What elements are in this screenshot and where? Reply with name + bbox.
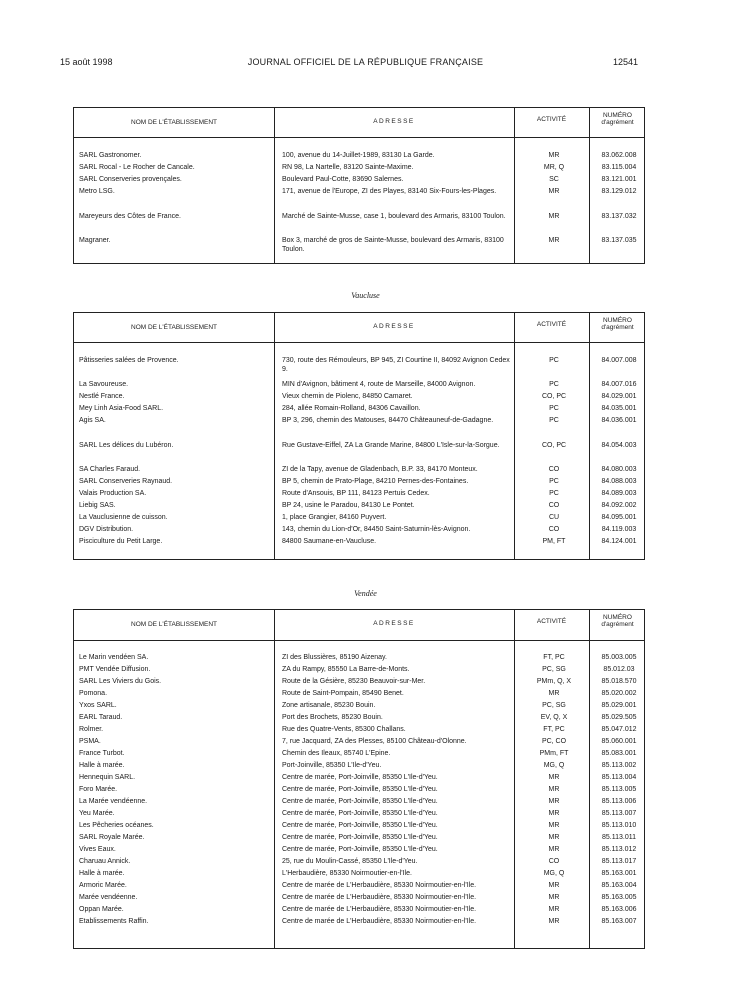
establishment-name: Yeu Marée. xyxy=(79,810,115,817)
establishment-name: Halle à marée. xyxy=(79,762,125,769)
table-header xyxy=(74,313,644,343)
establishment-address: BP 3, 296, chemin des Matouses, 84470 Châteauneuf-de-Gadagne. xyxy=(282,417,494,424)
establishment-address: ZI de la Tapy, avenue de Gladenbach, B.P. 33, 84170 Monteux. xyxy=(282,466,478,473)
approval-number: 84.036.001 xyxy=(601,417,637,424)
establishment-activity: PC, SG xyxy=(542,666,566,673)
column-header-number xyxy=(589,112,646,126)
establishment-activity: PC xyxy=(549,478,559,485)
establishment-address: 84800 Saumane-en-Vaucluse. xyxy=(282,538,377,545)
establishment-activity: MG, Q xyxy=(543,762,565,769)
approval-number: 84.088.003 xyxy=(601,478,637,485)
establishment-name: La Marée vendéenne. xyxy=(79,798,148,805)
region-heading: Vaucluse xyxy=(351,291,380,300)
establishment-activity: EV, Q, X xyxy=(540,714,568,721)
establishment-name: Mareyeurs des Côtes de France. xyxy=(79,213,181,220)
establishment-address: 100, avenue du 14-Juillet-1989, 83130 La Garde. xyxy=(282,152,435,159)
establishment-activity: MR, Q xyxy=(543,164,565,171)
page-header-title: JOURNAL OFFICIEL DE LA RÉPUBLIQUE FRANÇAISE xyxy=(247,57,484,67)
column-header-address: ADRESSE xyxy=(373,620,415,627)
establishment-activity: PC xyxy=(549,405,559,412)
establishment-address: 284, allée Romain-Rolland, 84306 Cavaillon. xyxy=(282,405,421,412)
establishment-activity: CO xyxy=(548,526,560,533)
approval-number: 85.003.005 xyxy=(601,654,637,661)
establishment-activity: MR xyxy=(548,846,560,853)
approval-number: 85.113.011 xyxy=(602,834,636,841)
establishment-activity: FT, PC xyxy=(543,654,565,661)
column-header-name: NOM DE L'ÉTABLISSEMENT xyxy=(131,324,217,331)
approval-number: 84.035.001 xyxy=(601,405,637,412)
approval-number: 85.113.005 xyxy=(601,786,637,793)
establishment-address: Zone artisanale, 85230 Bouin. xyxy=(282,702,376,709)
establishment-name: Le Marin vendéen SA. xyxy=(79,654,149,661)
establishment-name: Nestlé France. xyxy=(79,393,125,400)
approval-number: 84.124.001 xyxy=(601,538,637,545)
establishment-activity: CO xyxy=(548,466,560,473)
establishment-activity: CU xyxy=(548,514,560,521)
column-header-number-line2: d'agrément xyxy=(601,324,634,331)
establishment-activity: CO xyxy=(548,502,560,509)
approval-number: 85.020.002 xyxy=(601,690,637,697)
approval-number: 85.163.005 xyxy=(601,894,637,901)
establishment-activity: CO, PC xyxy=(541,442,567,449)
establishment-name: Vives Eaux. xyxy=(79,846,116,853)
region-heading: Vendée xyxy=(354,589,377,598)
approval-number: 85.029.505 xyxy=(601,714,637,721)
establishment-address: Centre de marée de L'Herbaudière, 85330 Noirmoutier-en-l'Ile. xyxy=(282,882,477,889)
establishment-name: Liebig SAS. xyxy=(79,502,116,509)
approval-number: 83.137.032 xyxy=(601,213,637,220)
establishment-name: Foro Marée. xyxy=(79,786,118,793)
approval-number: 85.113.004 xyxy=(601,774,637,781)
column-header-number-line2: d'agrément xyxy=(601,119,634,126)
establishment-name: Metro LSG. xyxy=(79,188,115,195)
establishment-activity: CO, PC xyxy=(541,393,567,400)
approval-number: 85.113.012 xyxy=(601,846,637,853)
establishment-address: Centre de marée, Port-Joinville, 85350 L'Ile-d'Yeu. xyxy=(282,798,438,805)
column-header-name: NOM DE L'ÉTABLISSEMENT xyxy=(131,119,217,126)
establishment-activity: MR xyxy=(548,906,560,913)
approval-number: 85.029.001 xyxy=(601,702,637,709)
approval-number: 85.163.006 xyxy=(601,906,637,913)
page-header-date: 15 août 1998 xyxy=(60,57,113,67)
establishment-activity: PC xyxy=(549,381,559,388)
establishment-activity: PC, SG xyxy=(542,702,566,709)
column-header-number xyxy=(589,614,646,628)
establishment-name: Etablissements Raffin. xyxy=(79,918,149,925)
establishment-address: Centre de marée, Port-Joinville, 85350 L'Ile-d'Yeu. xyxy=(282,822,438,829)
establishment-name: Pomona. xyxy=(79,690,108,697)
approval-number: 85.113.017 xyxy=(601,858,637,865)
column-header-number-line1: NUMÉRO xyxy=(603,317,632,324)
establishments-table xyxy=(73,312,645,560)
column-divider xyxy=(589,610,590,948)
establishment-activity: CO xyxy=(548,858,560,865)
establishment-address: Port des Brochets, 85230 Bouin. xyxy=(282,714,383,721)
establishment-address: Centre de marée, Port-Joinville, 85350 L'Ile-d'Yeu. xyxy=(282,774,438,781)
approval-number: 83.062.008 xyxy=(601,152,637,159)
establishment-activity: SC xyxy=(549,176,559,183)
table-header xyxy=(74,610,644,641)
establishment-name: Marée vendéenne. xyxy=(79,894,138,901)
approval-number: 83.115.004 xyxy=(601,164,637,171)
establishment-name: SARL Rocal - Le Rocher de Cancale. xyxy=(79,164,195,171)
establishment-name: Armoric Marée. xyxy=(79,882,127,889)
column-divider xyxy=(514,610,515,948)
establishment-activity: MR xyxy=(548,786,560,793)
establishment-address: Rue des Quatre-Vents, 85300 Challans. xyxy=(282,726,406,733)
approval-number: 84.054.003 xyxy=(601,442,637,449)
establishment-activity: PC xyxy=(549,490,559,497)
approval-number: 85.083.001 xyxy=(601,750,637,757)
establishment-address: Rue Gustave-Eiffel, ZA La Grande Marine, 84800 L'Isle-sur-la-Sorgue. xyxy=(282,442,500,449)
establishment-address: BP 5, chemin de Prato-Plage, 84210 Pernes-des-Fontaines. xyxy=(282,478,469,485)
establishment-name: DGV Distribution. xyxy=(79,526,134,533)
establishment-name: PSMA. xyxy=(79,738,101,745)
establishment-activity: PC, CO xyxy=(541,738,567,745)
establishment-name: Valais Production SA. xyxy=(79,490,147,497)
establishment-address: Centre de marée, Port-Joinville, 85350 L'Ile-d'Yeu. xyxy=(282,846,438,853)
approval-number: 83.137.035 xyxy=(601,237,637,244)
column-header-address: ADRESSE xyxy=(373,118,415,125)
establishment-name: France Turbot. xyxy=(79,750,125,757)
column-header-activity: ACTIVITÉ xyxy=(536,618,567,625)
establishment-name: Les Pêcheries océanes. xyxy=(79,822,154,829)
approval-number: 85.163.004 xyxy=(601,882,637,889)
establishment-activity: MR xyxy=(548,690,560,697)
establishment-activity: MR xyxy=(548,834,560,841)
establishment-address: 25, rue du Moulin-Cassé, 85350 L'Ile-d'Yeu. xyxy=(282,858,418,865)
establishment-address: 730, route des Rémouleurs, BP 945, ZI Courtine II, 84092 Avignon Cedex 9. xyxy=(282,357,510,373)
approval-number: 85.012.03 xyxy=(603,666,635,673)
establishment-address: MIN d'Avignon, bâtiment 4, route de Marseille, 84000 Avignon. xyxy=(282,381,476,388)
establishments-table xyxy=(73,609,645,949)
column-header-number-line2: d'agrément xyxy=(601,621,634,628)
establishment-name: Pisciculture du Petit Large. xyxy=(79,538,163,545)
establishment-name: SARL Conserveries Raynaud. xyxy=(79,478,173,485)
establishment-name: SARL Royale Marée. xyxy=(79,834,145,841)
establishment-address: 171, avenue de l'Europe, ZI des Playes, 83140 Six-Fours-les-Plages. xyxy=(282,188,497,195)
approval-number: 85.047.012 xyxy=(601,726,637,733)
establishments-table xyxy=(73,107,645,264)
column-header-address: ADRESSE xyxy=(373,323,415,330)
establishment-activity: FT, PC xyxy=(543,726,565,733)
establishment-name: Halle à marée. xyxy=(79,870,125,877)
establishment-name: Mey Linh Asia-Food SARL. xyxy=(79,405,164,412)
establishment-name: Oppan Marée. xyxy=(79,906,124,913)
establishment-activity: MR xyxy=(548,810,560,817)
approval-number: 83.129.012 xyxy=(601,188,637,195)
establishment-address: Vieux chemin de Piolenc, 84850 Camaret. xyxy=(282,393,413,400)
approval-number: 85.018.570 xyxy=(601,678,637,685)
establishment-name: SA Charles Faraud. xyxy=(79,466,141,473)
establishment-name: Rolmer. xyxy=(79,726,104,733)
establishment-address: Centre de marée, Port-Joinville, 85350 L'Ile-d'Yeu. xyxy=(282,810,438,817)
approval-number: 85.163.001 xyxy=(601,870,637,877)
approval-number: 85.113.010 xyxy=(601,822,637,829)
establishment-address: ZI des Blussières, 85190 Aizenay. xyxy=(282,654,387,661)
approval-number: 85.060.001 xyxy=(601,738,637,745)
page-header-number: 12541 xyxy=(612,57,638,67)
establishment-activity: MR xyxy=(548,152,560,159)
establishment-name: SARL Gastronomer. xyxy=(79,152,142,159)
establishment-address: Marché de Sainte-Musse, case 1, boulevard des Armaris, 83100 Toulon. xyxy=(282,213,506,220)
establishment-name: EARL Taraud. xyxy=(79,714,123,721)
establishment-address: Centre de marée de L'Herbaudière, 85330 Noirmoutier-en-l'Ile. xyxy=(282,894,477,901)
approval-number: 84.095.001 xyxy=(601,514,637,521)
establishment-activity: MR xyxy=(548,188,560,195)
establishment-name: Charuau Annick. xyxy=(79,858,131,865)
approval-number: 84.119.003 xyxy=(601,526,637,533)
column-divider xyxy=(514,313,515,559)
column-header-number-line1: NUMÉRO xyxy=(603,112,632,119)
column-divider xyxy=(274,610,275,948)
establishment-name: Magraner. xyxy=(79,237,111,244)
establishment-name: Yxos SARL. xyxy=(79,702,117,709)
approval-number: 84.029.001 xyxy=(601,393,637,400)
column-header-number-line1: NUMÉRO xyxy=(603,614,632,621)
establishment-address: 1, place Grangier, 84160 Puyvert. xyxy=(282,514,387,521)
establishment-activity: MR xyxy=(548,798,560,805)
establishment-name: La Savoureuse. xyxy=(79,381,129,388)
establishment-activity: PC xyxy=(549,417,559,424)
establishment-activity: MR xyxy=(548,894,560,901)
approval-number: 84.080.003 xyxy=(601,466,637,473)
establishment-name: Agis SA. xyxy=(79,417,106,424)
column-header-number xyxy=(589,317,646,331)
establishment-address: L'Herbaudière, 85330 Noirmoutier-en-l'Ile. xyxy=(282,870,412,877)
column-header-name: NOM DE L'ÉTABLISSEMENT xyxy=(131,621,217,628)
establishment-activity: PMm, FT xyxy=(539,750,569,757)
establishment-name: SARL Les Viviers du Gois. xyxy=(79,678,162,685)
establishment-name: Pâtisseries salées de Provence. xyxy=(79,357,179,364)
approval-number: 85.113.002 xyxy=(601,762,637,769)
establishment-address: Box 3, marché de gros de Sainte-Musse, boulevard des Armaris, 83100 Toulon. xyxy=(282,237,504,253)
establishment-activity: PM, FT xyxy=(542,538,566,545)
establishment-address: RN 98, La Nartelle, 83120 Sainte-Maxime. xyxy=(282,164,414,171)
establishment-activity: MR xyxy=(548,237,560,244)
establishment-activity: MR xyxy=(548,774,560,781)
table-header xyxy=(74,108,644,138)
establishment-activity: MR xyxy=(548,822,560,829)
establishment-name: PMT Vendée Diffusion. xyxy=(79,666,151,673)
approval-number: 85.163.007 xyxy=(601,918,637,925)
establishment-address: Port-Joinville, 85350 L'Ile-d'Yeu. xyxy=(282,762,382,769)
establishment-activity: MR xyxy=(548,213,560,220)
establishment-address: Centre de marée, Port-Joinville, 85350 L'Ile-d'Yeu. xyxy=(282,834,438,841)
establishment-name: Hennequin SARL. xyxy=(79,774,136,781)
establishment-address: Centre de marée de L'Herbaudière, 85330 Noirmoutier-en-l'Ile. xyxy=(282,918,477,925)
approval-number: 84.007.008 xyxy=(601,357,637,364)
establishment-address: BP 24, usine le Paradou, 84130 Le Pontet. xyxy=(282,502,415,509)
establishment-name: SARL Conserveries provençales. xyxy=(79,176,182,183)
establishment-activity: MG, Q xyxy=(543,870,565,877)
column-header-activity: ACTIVITÉ xyxy=(536,321,567,328)
establishment-activity: PMm, Q, X xyxy=(536,678,572,685)
establishment-address: Centre de marée, Port-Joinville, 85350 L'Ile-d'Yeu. xyxy=(282,786,438,793)
establishment-name: SARL Les délices du Lubéron. xyxy=(79,442,174,449)
establishment-address: Route de la Gésière, 85230 Beauvoir-sur-Mer. xyxy=(282,678,426,685)
establishment-address: Centre de marée de L'Herbaudière, 85330 Noirmoutier-en-l'Ile. xyxy=(282,906,477,913)
establishment-address: Boulevard Paul-Cotte, 83690 Salernes. xyxy=(282,176,404,183)
establishment-address: 143, chemin du Lion-d'Or, 84450 Saint-Saturnin-lès-Avignon. xyxy=(282,526,471,533)
establishment-address: Chemin des Ileaux, 85740 L'Epine. xyxy=(282,750,391,757)
establishment-address: Route de Saint-Pompain, 85490 Benet. xyxy=(282,690,404,697)
approval-number: 83.121.001 xyxy=(601,176,637,183)
establishment-activity: PC xyxy=(549,357,559,364)
establishment-activity: MR xyxy=(548,882,560,889)
approval-number: 85.113.007 xyxy=(601,810,637,817)
column-divider xyxy=(589,313,590,559)
column-divider xyxy=(274,313,275,559)
approval-number: 85.113.006 xyxy=(601,798,637,805)
establishment-address: Route d'Ansouis, BP 111, 84123 Pertuis Cedex. xyxy=(282,490,430,497)
establishment-address: 7, rue Jacquard, ZA des Plesses, 85100 Château-d'Olonne. xyxy=(282,738,467,745)
approval-number: 84.007.016 xyxy=(601,381,637,388)
establishment-activity: MR xyxy=(548,918,560,925)
column-header-activity: ACTIVITÉ xyxy=(536,116,567,123)
establishment-name: La Vauclusienne de cuisson. xyxy=(79,514,168,521)
approval-number: 84.089.003 xyxy=(601,490,637,497)
approval-number: 84.092.002 xyxy=(601,502,637,509)
establishment-address: ZA du Rampy, 85550 La Barre-de-Monts. xyxy=(282,666,410,673)
